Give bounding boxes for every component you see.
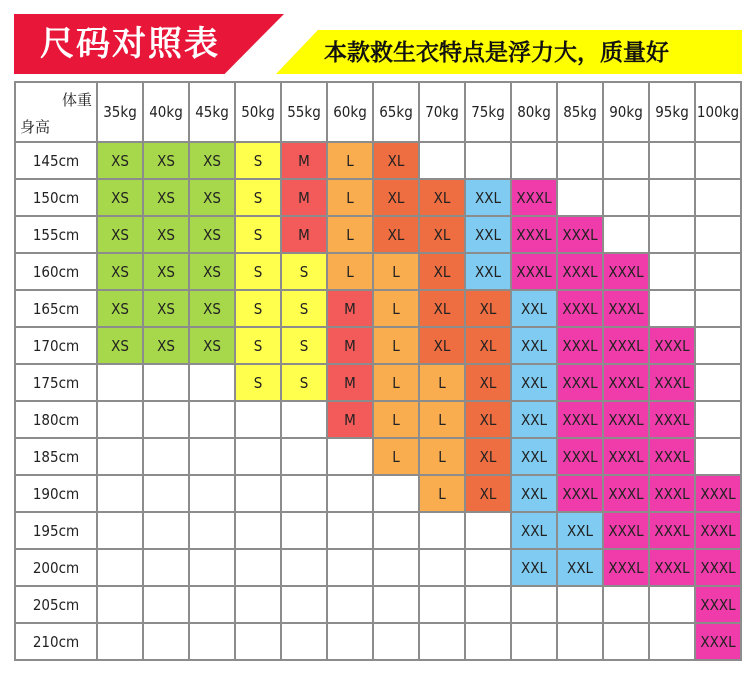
- size-cell: XS: [97, 216, 143, 253]
- size-cell: XS: [143, 253, 189, 290]
- empty-cell: [189, 401, 235, 438]
- table-row: [15, 364, 741, 401]
- size-cell: L: [373, 253, 419, 290]
- size-cell: XS: [189, 216, 235, 253]
- size-cell: XXXL: [557, 475, 603, 512]
- empty-cell: [373, 475, 419, 512]
- header-row: [15, 82, 741, 142]
- table-row: [15, 512, 741, 549]
- size-cell: XXL: [465, 253, 511, 290]
- empty-cell: [327, 512, 373, 549]
- empty-cell: [649, 179, 695, 216]
- height-label: 170cm: [15, 327, 97, 364]
- empty-cell: [189, 623, 235, 660]
- weight-header: 55kg: [281, 82, 327, 142]
- table-row: [15, 216, 741, 253]
- size-cell: L: [419, 475, 465, 512]
- height-label: 180cm: [15, 401, 97, 438]
- empty-cell: [281, 623, 327, 660]
- size-cell: XL: [465, 401, 511, 438]
- corner-weight-label: 体重: [61, 91, 92, 109]
- table-row: [15, 142, 741, 179]
- empty-cell: [695, 142, 741, 179]
- size-cell: XXXL: [511, 216, 557, 253]
- size-cell: XS: [97, 179, 143, 216]
- empty-cell: [97, 364, 143, 401]
- size-cell: XL: [419, 290, 465, 327]
- height-label: 165cm: [15, 290, 97, 327]
- size-cell: XXXL: [603, 327, 649, 364]
- size-cell: XL: [465, 438, 511, 475]
- size-cell: XXL: [511, 475, 557, 512]
- empty-cell: [143, 586, 189, 623]
- size-cell: S: [235, 179, 281, 216]
- size-cell: L: [327, 216, 373, 253]
- table-row: [15, 290, 741, 327]
- size-cell: S: [235, 327, 281, 364]
- size-cell: S: [281, 253, 327, 290]
- size-cell: L: [373, 438, 419, 475]
- height-label: 195cm: [15, 512, 97, 549]
- empty-cell: [465, 623, 511, 660]
- size-cell: XS: [189, 142, 235, 179]
- empty-cell: [695, 216, 741, 253]
- empty-cell: [189, 475, 235, 512]
- size-cell: XXXL: [603, 401, 649, 438]
- empty-cell: [649, 253, 695, 290]
- empty-cell: [649, 216, 695, 253]
- size-cell: XXXL: [603, 438, 649, 475]
- size-cell: XXL: [465, 179, 511, 216]
- size-cell: XXXL: [649, 401, 695, 438]
- empty-cell: [235, 475, 281, 512]
- weight-header: 60kg: [327, 82, 373, 142]
- size-cell: XXL: [511, 549, 557, 586]
- empty-cell: [189, 586, 235, 623]
- size-cell: XXL: [511, 364, 557, 401]
- size-cell: M: [327, 401, 373, 438]
- size-cell: XXL: [465, 216, 511, 253]
- size-cell: XXXL: [603, 512, 649, 549]
- size-cell: XXXL: [695, 623, 741, 660]
- empty-cell: [419, 549, 465, 586]
- size-cell: XL: [465, 327, 511, 364]
- size-cell: S: [235, 216, 281, 253]
- size-cell: XXXL: [649, 327, 695, 364]
- weight-header: 100kg: [695, 82, 741, 142]
- empty-cell: [281, 549, 327, 586]
- height-label: 205cm: [15, 586, 97, 623]
- size-cell: XL: [465, 364, 511, 401]
- size-cell: XXXL: [511, 179, 557, 216]
- weight-header: 75kg: [465, 82, 511, 142]
- weight-header: 45kg: [189, 82, 235, 142]
- empty-cell: [189, 512, 235, 549]
- size-cell: XS: [143, 290, 189, 327]
- size-cell: XL: [419, 216, 465, 253]
- size-cell: L: [419, 364, 465, 401]
- weight-header: 70kg: [419, 82, 465, 142]
- size-cell: XXXL: [695, 586, 741, 623]
- size-cell: L: [419, 438, 465, 475]
- size-cell: XS: [143, 216, 189, 253]
- empty-cell: [695, 327, 741, 364]
- size-cell: XXXL: [603, 549, 649, 586]
- empty-cell: [373, 512, 419, 549]
- size-cell: XXL: [511, 512, 557, 549]
- height-label: 160cm: [15, 253, 97, 290]
- corner-cell: [15, 82, 97, 142]
- size-cell: L: [419, 401, 465, 438]
- empty-cell: [695, 179, 741, 216]
- size-cell: XXXL: [557, 253, 603, 290]
- empty-cell: [327, 475, 373, 512]
- size-cell: XS: [97, 142, 143, 179]
- table-row: [15, 253, 741, 290]
- size-cell: XS: [97, 290, 143, 327]
- size-cell: XXXL: [557, 401, 603, 438]
- size-cell: L: [327, 142, 373, 179]
- size-cell: XXL: [511, 438, 557, 475]
- height-label: 175cm: [15, 364, 97, 401]
- empty-cell: [189, 438, 235, 475]
- size-cell: XS: [143, 179, 189, 216]
- size-cell: S: [281, 364, 327, 401]
- empty-cell: [235, 438, 281, 475]
- size-cell: XXXL: [511, 253, 557, 290]
- empty-cell: [511, 142, 557, 179]
- size-cell: M: [281, 179, 327, 216]
- empty-cell: [603, 586, 649, 623]
- table-row: [15, 475, 741, 512]
- weight-header: 95kg: [649, 82, 695, 142]
- page-subtitle: 本款救生衣特点是浮力大，质量好: [324, 40, 669, 66]
- empty-cell: [649, 142, 695, 179]
- size-cell: XS: [143, 327, 189, 364]
- size-cell: L: [373, 327, 419, 364]
- size-cell: L: [373, 290, 419, 327]
- size-cell: XXXL: [649, 364, 695, 401]
- size-cell: M: [327, 364, 373, 401]
- table-row: [15, 438, 741, 475]
- corner-height-label: 身高: [20, 118, 51, 136]
- empty-cell: [97, 475, 143, 512]
- empty-cell: [97, 549, 143, 586]
- size-cell: XXXL: [603, 475, 649, 512]
- empty-cell: [649, 623, 695, 660]
- empty-cell: [143, 401, 189, 438]
- empty-cell: [603, 216, 649, 253]
- empty-cell: [281, 512, 327, 549]
- table-row: [15, 586, 741, 623]
- empty-cell: [235, 512, 281, 549]
- size-cell: L: [373, 401, 419, 438]
- empty-cell: [649, 586, 695, 623]
- empty-cell: [189, 549, 235, 586]
- size-cell: XXXL: [695, 549, 741, 586]
- empty-cell: [557, 623, 603, 660]
- empty-cell: [649, 290, 695, 327]
- size-cell: XXXL: [603, 364, 649, 401]
- size-cell: XXXL: [557, 216, 603, 253]
- empty-cell: [327, 623, 373, 660]
- size-cell: XXXL: [557, 327, 603, 364]
- height-label: 150cm: [15, 179, 97, 216]
- size-cell: XS: [143, 142, 189, 179]
- size-cell: L: [373, 364, 419, 401]
- empty-cell: [97, 586, 143, 623]
- weight-header: 80kg: [511, 82, 557, 142]
- size-cell: XL: [373, 142, 419, 179]
- size-cell: XS: [189, 253, 235, 290]
- size-cell: XXXL: [557, 438, 603, 475]
- size-cell: XS: [189, 179, 235, 216]
- empty-cell: [695, 253, 741, 290]
- weight-header: 50kg: [235, 82, 281, 142]
- weight-header: 35kg: [97, 82, 143, 142]
- size-cell: XS: [97, 327, 143, 364]
- empty-cell: [465, 142, 511, 179]
- empty-cell: [511, 586, 557, 623]
- size-chart-table: [14, 81, 742, 661]
- empty-cell: [143, 438, 189, 475]
- empty-cell: [189, 364, 235, 401]
- table-row: [15, 623, 741, 660]
- size-cell: XXXL: [649, 549, 695, 586]
- empty-cell: [465, 586, 511, 623]
- size-cell: XXXL: [695, 475, 741, 512]
- size-cell: XXXL: [649, 438, 695, 475]
- height-label: 210cm: [15, 623, 97, 660]
- empty-cell: [557, 586, 603, 623]
- weight-header: 40kg: [143, 82, 189, 142]
- empty-cell: [235, 549, 281, 586]
- size-cell: XS: [97, 253, 143, 290]
- empty-cell: [97, 623, 143, 660]
- size-cell: XXXL: [649, 475, 695, 512]
- table-row: [15, 401, 741, 438]
- size-cell: XXXL: [603, 253, 649, 290]
- empty-cell: [327, 438, 373, 475]
- empty-cell: [465, 549, 511, 586]
- size-cell: M: [281, 216, 327, 253]
- size-cell: XXL: [511, 290, 557, 327]
- empty-cell: [603, 623, 649, 660]
- height-label: 185cm: [15, 438, 97, 475]
- size-cell: XXL: [511, 401, 557, 438]
- empty-cell: [695, 290, 741, 327]
- empty-cell: [235, 623, 281, 660]
- size-cell: XXXL: [557, 290, 603, 327]
- empty-cell: [235, 401, 281, 438]
- size-cell: S: [235, 364, 281, 401]
- size-cell: XXL: [557, 549, 603, 586]
- empty-cell: [695, 438, 741, 475]
- empty-cell: [695, 401, 741, 438]
- empty-cell: [235, 586, 281, 623]
- empty-cell: [281, 438, 327, 475]
- weight-header: 90kg: [603, 82, 649, 142]
- size-cell: XXL: [557, 512, 603, 549]
- empty-cell: [557, 179, 603, 216]
- size-cell: M: [327, 290, 373, 327]
- empty-cell: [143, 364, 189, 401]
- empty-cell: [143, 512, 189, 549]
- size-cell: XXXL: [603, 290, 649, 327]
- table-row: [15, 327, 741, 364]
- empty-cell: [281, 586, 327, 623]
- empty-cell: [419, 142, 465, 179]
- empty-cell: [143, 549, 189, 586]
- size-cell: XXXL: [695, 512, 741, 549]
- empty-cell: [465, 512, 511, 549]
- height-label: 200cm: [15, 549, 97, 586]
- empty-cell: [419, 512, 465, 549]
- size-cell: S: [281, 290, 327, 327]
- empty-cell: [603, 142, 649, 179]
- empty-cell: [603, 179, 649, 216]
- empty-cell: [511, 623, 557, 660]
- size-cell: XXXL: [649, 512, 695, 549]
- weight-header: 85kg: [557, 82, 603, 142]
- size-cell: XS: [189, 290, 235, 327]
- size-cell: S: [281, 327, 327, 364]
- size-cell: XXL: [511, 327, 557, 364]
- height-label: 155cm: [15, 216, 97, 253]
- size-cell: XL: [465, 290, 511, 327]
- size-cell: XL: [373, 216, 419, 253]
- empty-cell: [373, 623, 419, 660]
- size-cell: M: [327, 327, 373, 364]
- empty-cell: [419, 623, 465, 660]
- height-label: 145cm: [15, 142, 97, 179]
- empty-cell: [143, 623, 189, 660]
- empty-cell: [97, 401, 143, 438]
- empty-cell: [557, 142, 603, 179]
- empty-cell: [97, 438, 143, 475]
- empty-cell: [97, 512, 143, 549]
- height-label: 190cm: [15, 475, 97, 512]
- empty-cell: [327, 586, 373, 623]
- size-cell: XL: [419, 327, 465, 364]
- size-cell: L: [327, 179, 373, 216]
- size-cell: XXXL: [557, 364, 603, 401]
- table-row: [15, 549, 741, 586]
- empty-cell: [373, 549, 419, 586]
- size-cell: L: [327, 253, 373, 290]
- size-cell: XL: [373, 179, 419, 216]
- size-cell: M: [281, 142, 327, 179]
- size-cell: XL: [465, 475, 511, 512]
- empty-cell: [419, 586, 465, 623]
- empty-cell: [281, 401, 327, 438]
- empty-cell: [695, 364, 741, 401]
- table-row: [15, 179, 741, 216]
- size-cell: XL: [419, 253, 465, 290]
- size-cell: S: [235, 253, 281, 290]
- size-cell: XL: [419, 179, 465, 216]
- size-cell: XS: [189, 327, 235, 364]
- empty-cell: [281, 475, 327, 512]
- size-cell: S: [235, 142, 281, 179]
- empty-cell: [373, 586, 419, 623]
- empty-cell: [327, 549, 373, 586]
- page-title: 尺码对照表: [40, 24, 220, 64]
- empty-cell: [143, 475, 189, 512]
- weight-header: 65kg: [373, 82, 419, 142]
- size-cell: S: [235, 290, 281, 327]
